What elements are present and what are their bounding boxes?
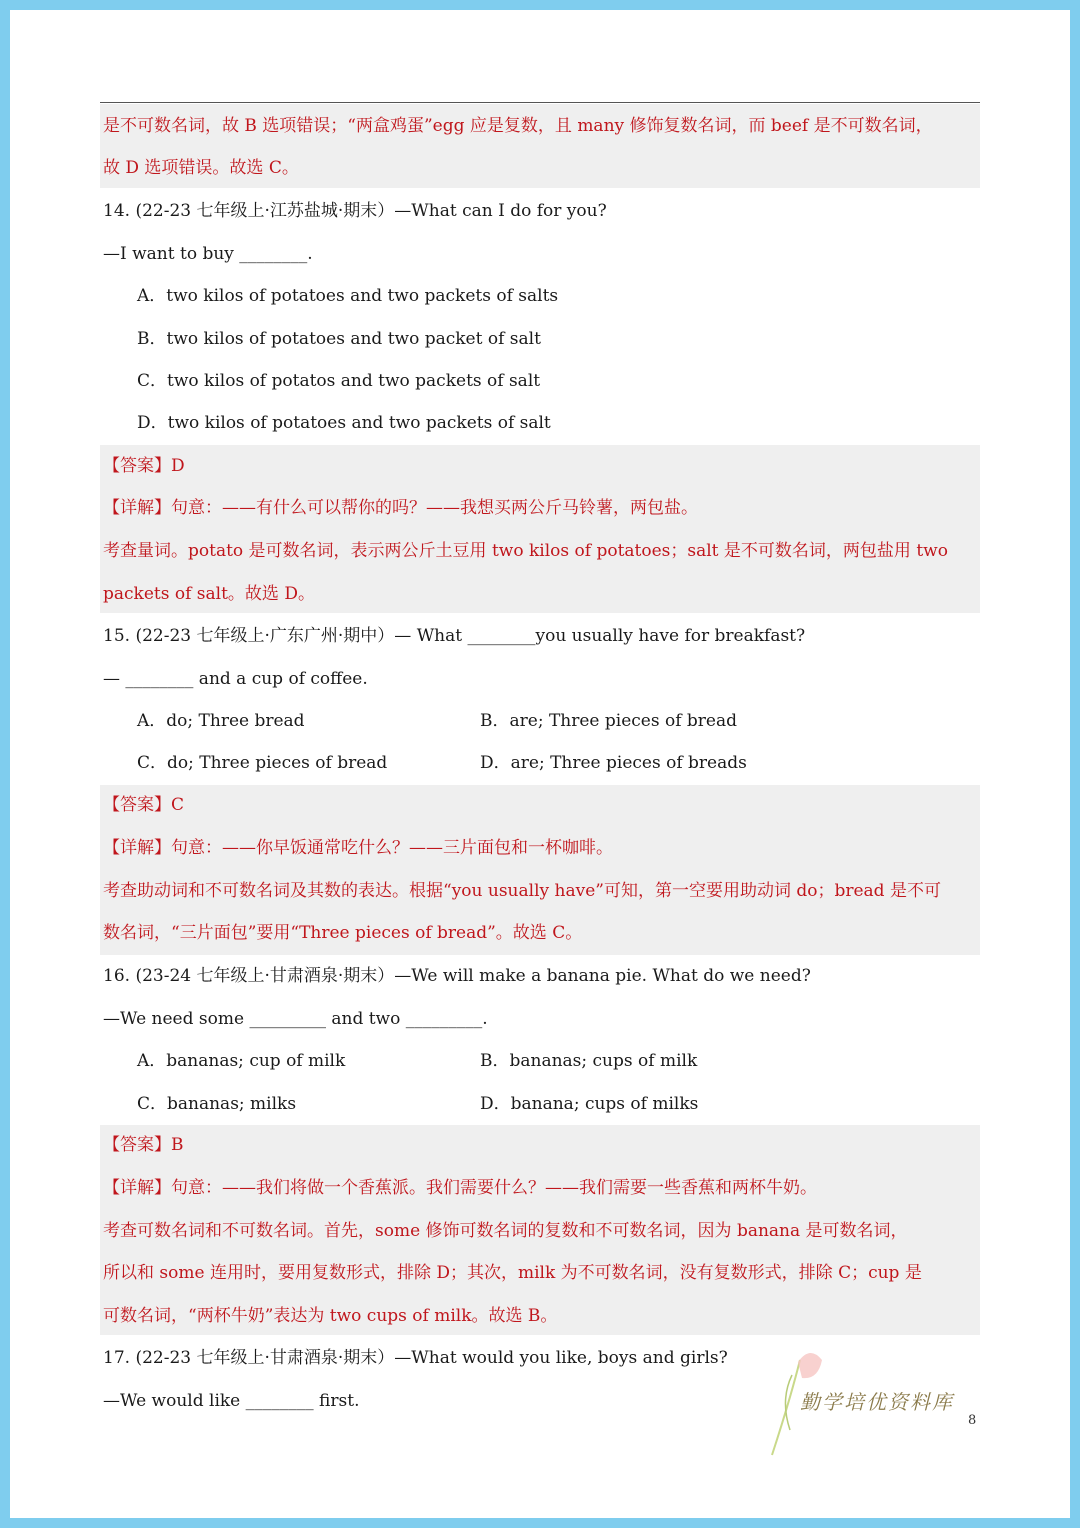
explanation-text: 【详解】句意：——你早饭通常吃什么？——三片面包和一杯咖啡。: [103, 838, 613, 858]
option-14-c: C．two kilos of potatos and two packets of salt: [137, 371, 541, 391]
option-15-d: D．are; Three pieces of breads: [480, 753, 747, 773]
option-15-a: A．do; Three bread: [137, 711, 305, 731]
question-15-prompt: — ________ and a cup of coffee.: [103, 669, 368, 689]
question-15: 15. (22-23 七年级上·广东广州·期中）— What ________you usually have for breakfast?: [103, 626, 806, 646]
header-rule: [100, 102, 980, 103]
question-17-prompt: —We would like ________ first.: [103, 1391, 360, 1411]
option-16-c: C．bananas; milks: [137, 1094, 297, 1114]
question-14: 14. (22-23 七年级上·江苏盐城·期末）—What can I do for you?: [103, 201, 607, 221]
option-14-b: B．two kilos of potatoes and two packet of salt: [137, 329, 541, 349]
explanation-text: 是不可数名词，故 B 选项错误；“两盒鸡蛋”egg 应是复数，且 many 修饰复数名词，而 beef 是不可数名词，: [103, 116, 933, 136]
explanation-text: 【详解】句意：——我们将做一个香蕉派。我们需要什么？——我们需要一些香蕉和两杯牛奶。: [103, 1178, 817, 1198]
explanation-text: 【详解】句意：——有什么可以帮你的吗？——我想买两公斤马铃薯，两包盐。: [103, 498, 698, 518]
explanation-text: 考查量词。potato 是可数名词，表示两公斤土豆用 two kilos of potatoes；salt 是不可数名词，两包盐用 two: [103, 541, 948, 561]
explanation-text: 考查助动词和不可数名词及其数的表达。根据“you usually have”可知，第一空要用助动词 do；bread 是不可: [103, 881, 941, 901]
question-17: 17. (22-23 七年级上·甘肃酒泉·期末）—What would you like, boys and girls?: [103, 1348, 728, 1368]
explanation-text: 可数名词，“两杯牛奶”表达为 two cups of milk。故选 B。: [103, 1306, 558, 1326]
option-14-d: D．two kilos of potatoes and two packets of salt: [137, 413, 551, 433]
option-14-a: A．two kilos of potatoes and two packets of salts: [137, 286, 559, 306]
explanation-text: 所以和 some 连用时，要用复数形式，排除 D；其次，milk 为不可数名词，没有复数形式，排除 C；cup 是: [103, 1263, 922, 1283]
explanation-text: 数名词，“三片面包”要用“Three pieces of bread”。故选 C。: [103, 923, 583, 943]
question-16-prompt: —We need some _________ and two _________.: [103, 1009, 488, 1029]
option-16-b: B．bananas; cups of milk: [480, 1051, 698, 1071]
option-15-b: B．are; Three pieces of bread: [480, 711, 737, 731]
explanation-text: 考查可数名词和不可数名词。首先，some 修饰可数名词的复数和不可数名词，因为 banana 是可数名词，: [103, 1221, 908, 1241]
option-16-a: A．bananas; cup of milk: [137, 1051, 346, 1071]
option-16-d: D．banana; cups of milks: [480, 1094, 699, 1114]
answer-14: 【答案】D: [103, 456, 185, 476]
page-number: 8: [968, 1413, 977, 1428]
option-15-c: C．do; Three pieces of bread: [137, 753, 388, 773]
question-14-prompt: —I want to buy ________.: [103, 244, 313, 264]
answer-15: 【答案】C: [103, 795, 185, 815]
explanation-text: 故 D 选项错误。故选 C。: [103, 158, 299, 178]
watermark-text: 勤学培优资料库: [800, 1390, 954, 1414]
question-16: 16. (23-24 七年级上·甘肃酒泉·期末）—We will make a banana pie. What do we need?: [103, 966, 811, 986]
explanation-text: packets of salt。故选 D。: [103, 584, 315, 604]
answer-16: 【答案】B: [103, 1135, 184, 1155]
